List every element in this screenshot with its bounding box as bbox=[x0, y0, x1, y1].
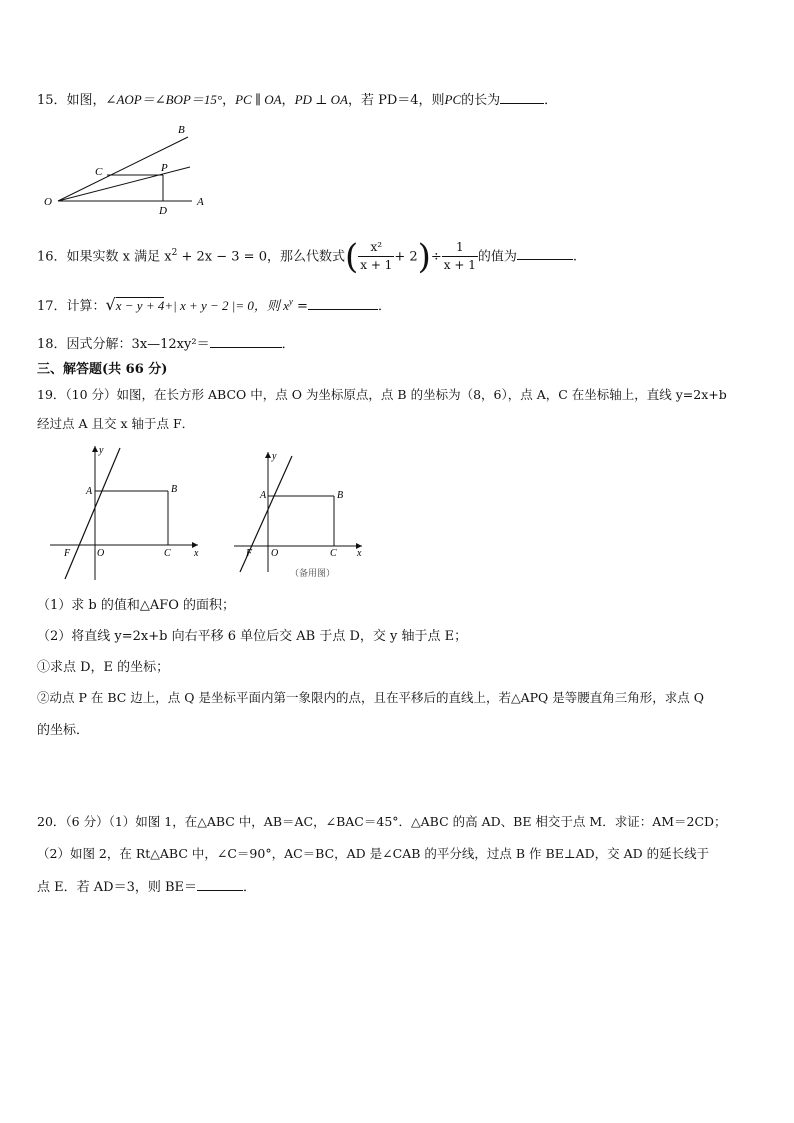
q17-answer-blank[interactable] bbox=[308, 297, 378, 310]
q16-left-paren: ( bbox=[344, 236, 359, 277]
q16-equation: + 2x − 3 = 0，那么代数式 bbox=[177, 249, 345, 265]
fig2-label-f: F bbox=[246, 548, 253, 559]
q17-root-content: x − y + 4 bbox=[115, 298, 165, 313]
section-heading: 三、解答题(共 66 分) bbox=[37, 362, 168, 377]
q19-line1: 19．（10 分）如图，在长方形 ABCO 中，点 O 为坐标原点，点 B 的坐标为（8，6），点 A，C 在坐标轴上，直线 y=2x+b bbox=[37, 387, 727, 402]
q17-exponent: y bbox=[288, 296, 293, 307]
q16-fraction-2 bbox=[442, 239, 478, 274]
q16-plus-two: + 2 bbox=[394, 249, 418, 265]
q15-sep1: ， bbox=[222, 93, 236, 108]
q19-part2a: ①求点 D，E 的坐标； bbox=[37, 660, 170, 675]
q20-answer-blank[interactable] bbox=[197, 878, 243, 891]
q15-number: 15．如图， bbox=[37, 93, 106, 108]
fig1-label-c: C bbox=[164, 548, 171, 559]
q16-square: 2 bbox=[171, 248, 178, 258]
fig2-label-c: C bbox=[330, 548, 337, 559]
q15-end: ． bbox=[544, 93, 558, 108]
fig2-label-o: O bbox=[271, 548, 279, 559]
fig1-label-f: F bbox=[64, 548, 71, 559]
q20-line3-text: 点 E．若 AD＝3，则 BE＝ bbox=[37, 880, 198, 895]
fig1-label-y: y bbox=[99, 445, 104, 456]
q15-ask: 的长为 bbox=[461, 93, 501, 108]
fig1-label-o: O bbox=[97, 548, 105, 559]
q18-body: 18．因式分解：3x—12xy²＝ bbox=[37, 337, 210, 352]
q18-text bbox=[37, 333, 295, 352]
q17-equals: = bbox=[292, 299, 308, 314]
q16-number: 16．如果实数 x 满足 x bbox=[37, 249, 172, 265]
q16-end: . bbox=[572, 249, 578, 265]
q15-figure bbox=[40, 120, 215, 220]
fig2-label-x: x bbox=[357, 548, 362, 559]
q16-frac2-num: 1 bbox=[442, 239, 478, 257]
q16-ask: 的值为 bbox=[477, 249, 517, 265]
q15-label-o: O bbox=[44, 196, 52, 208]
q19-part1: （1）求 b 的值和△AFO 的面积； bbox=[37, 598, 236, 613]
q19-figure-1 bbox=[48, 442, 208, 582]
q20-end: ． bbox=[243, 880, 257, 895]
q16-frac1-num: x² bbox=[358, 239, 394, 257]
q18-answer-blank[interactable] bbox=[210, 335, 282, 348]
q17-end: ． bbox=[377, 299, 391, 314]
q20-line3 bbox=[37, 876, 256, 895]
q16-answer-blank[interactable] bbox=[517, 233, 573, 260]
fig1-label-x: x bbox=[194, 548, 199, 559]
q15-parallel: PC ∥ OA bbox=[235, 92, 282, 107]
q15-text bbox=[37, 89, 557, 108]
q15-label-a: A bbox=[197, 196, 204, 208]
q19-figure-2 bbox=[232, 448, 372, 584]
q19-part2: （2）将直线 y=2x+b 向右平移 6 单位后交 AB 于点 D，交 y 轴于点 E； bbox=[37, 629, 468, 644]
q15-label-c: C bbox=[95, 166, 103, 178]
q16-text bbox=[37, 232, 578, 277]
fig2-label-a: A bbox=[260, 490, 267, 501]
q15-ask-segment: PC bbox=[444, 92, 462, 107]
q17-abs: +| x + y − 2 |= 0，则 x bbox=[164, 298, 289, 313]
fig2-label-b: B bbox=[337, 490, 344, 501]
q17-text bbox=[37, 295, 391, 314]
q16-frac2-den: x + 1 bbox=[443, 258, 476, 273]
q15-label-p: P bbox=[161, 162, 168, 174]
q15-label-b: B bbox=[178, 124, 185, 136]
q20-line2: （2）如图 2，在 Rt△ABC 中，∠C＝90°，AC＝BC，AD 是∠CAB 的平分线，过点 B 作 BE⊥AD，交 AD 的延长线于 bbox=[37, 846, 710, 861]
q15-perpendicular: PD ⊥ OA bbox=[294, 92, 348, 107]
q17-sqrt-sign: √ bbox=[105, 295, 116, 314]
q15-given: ，若 PD＝4，则 bbox=[347, 93, 445, 108]
q19-part2b-cont: 的坐标． bbox=[37, 723, 90, 738]
fig1-label-a: A bbox=[86, 486, 93, 497]
q16-divide: ÷ bbox=[430, 249, 442, 265]
q15-label-d: D bbox=[159, 205, 167, 217]
q18-end: ． bbox=[281, 337, 295, 352]
q19-line2: 经过点 A 且交 x 轴于点 F． bbox=[37, 416, 195, 431]
q16-fraction-1 bbox=[358, 239, 394, 274]
q15-condition: ∠AOP＝∠BOP＝15° bbox=[105, 92, 223, 107]
q15-answer-blank[interactable] bbox=[500, 91, 544, 104]
fig2-label-y: y bbox=[272, 451, 277, 462]
q17-number: 17．计算： bbox=[37, 299, 106, 314]
q16-right-paren: ) bbox=[417, 236, 431, 277]
fig2-caption: （备用图） bbox=[290, 568, 336, 578]
q16-frac1-den: x + 1 bbox=[360, 258, 393, 273]
q19-part2b: ②动点 P 在 BC 边上，点 Q 是坐标平面内第一象限内的点，且在平移后的直线上，若△APQ 是等腰直角三角形，求点 Q bbox=[37, 690, 704, 705]
fig1-label-b: B bbox=[171, 484, 178, 495]
q20-line1: 20．（6 分）（1）如图 1，在△ABC 中，AB＝AC，∠BAC＝45°．△ABC 的高 AD、BE 相交于点 M．求证：AM＝2CD； bbox=[37, 814, 727, 829]
q15-sep2: ， bbox=[281, 93, 295, 108]
